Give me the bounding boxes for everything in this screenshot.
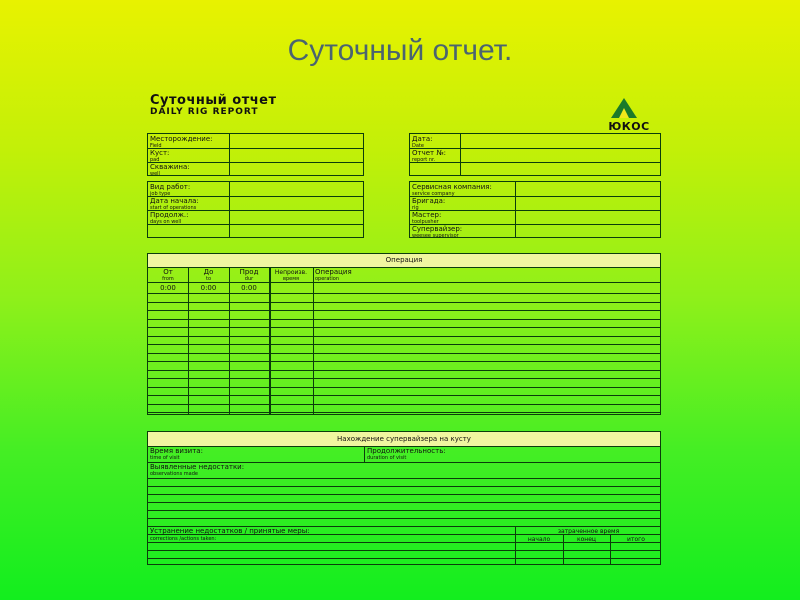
field-info-block: Месторождение: Field Куст: pad Скважина: well xyxy=(147,133,364,176)
table-row-line xyxy=(148,319,660,320)
field-label: Месторождение: xyxy=(150,135,213,143)
table-row-line xyxy=(148,344,660,345)
slide-title: Суточный отчет. xyxy=(287,34,513,67)
table-row-line xyxy=(148,558,660,559)
supervisor-table: Нахождение супервайзера на кусту Время визита: time of visit Продолжительность: duration of visit Выявленные недостатки: observations made Устранение недостатков / принятые меры: corrections /actions taken: затраченное время начало конец итого xyxy=(147,431,661,565)
row1-to: 0:00 xyxy=(200,284,217,292)
col-duration: Прод xyxy=(239,268,259,276)
col-from: От xyxy=(163,268,173,276)
table-row-line xyxy=(148,370,660,371)
col-nonproductive: Непроизв. xyxy=(274,269,308,276)
table-row-line xyxy=(148,550,660,551)
time-start: начало xyxy=(527,536,551,543)
table-row-line xyxy=(148,302,660,303)
job-type-label: Вид работ: xyxy=(150,183,191,191)
time-total: итого xyxy=(627,536,645,543)
form-subtitle: DAILY RIG REPORT xyxy=(150,107,259,117)
service-info-block: Сервисная компания: service company Бригада: rig Мастер: toolpusher Супервайзер: weesee supervisor xyxy=(409,181,661,238)
date-info-block: Дата: Date Отчет №: report nr. xyxy=(409,133,661,176)
table-row-line xyxy=(148,518,660,519)
yukos-logo-icon xyxy=(597,94,661,122)
form-title: Суточный отчет xyxy=(150,93,277,108)
time-end: конец xyxy=(577,536,596,543)
table-row-line xyxy=(148,404,660,405)
table-row-line xyxy=(148,336,660,337)
table-row-line xyxy=(148,412,660,413)
logo-text: ЮКОС xyxy=(608,120,650,133)
operations-table: Операция От from До to Прод dur Непроизв. время Операция operation 0:00 0:00 0:00 xyxy=(147,253,661,415)
operations-header: Операция xyxy=(148,254,660,268)
report-nr-label: Отчет №: xyxy=(412,149,446,157)
table-row-line xyxy=(148,510,660,511)
visit-time-label: Время визита: xyxy=(150,447,203,455)
corrections-label: Устранение недостатков / принятые меры: xyxy=(150,527,310,535)
table-row-line xyxy=(148,293,660,294)
toolpusher-label: Мастер: xyxy=(412,211,442,219)
table-row-line xyxy=(148,378,660,379)
rig-label: Бригада: xyxy=(412,197,446,205)
table-row-line xyxy=(148,353,660,354)
row1-duration: 0:00 xyxy=(241,284,257,292)
table-row-line xyxy=(148,395,660,396)
supervisor-header: Нахождение супервайзера на кусту xyxy=(148,432,660,447)
yukos-logo xyxy=(597,94,661,134)
service-company-label: Сервисная компания: xyxy=(412,183,492,191)
job-info-block: Вид работ: job type Дата начала: start of operations Продолж.: days on well xyxy=(147,181,364,238)
date-label: Дата: xyxy=(412,135,433,143)
corrections-en: corrections /actions taken: xyxy=(150,536,217,542)
table-row-line xyxy=(148,478,660,479)
time-spent-header: затраченное время xyxy=(557,528,620,535)
duration-label: Продолж.: xyxy=(150,211,189,219)
table-row-line xyxy=(148,387,660,388)
table-row-line xyxy=(148,327,660,328)
start-date-label: Дата начала: xyxy=(150,197,199,205)
table-row-line xyxy=(148,486,660,487)
supervisor-label: Супервайзер: xyxy=(412,225,463,233)
observations-label: Выявленные недостатки: xyxy=(150,463,245,471)
table-row-line xyxy=(148,494,660,495)
table-row-line xyxy=(148,310,660,311)
row1-from: 0:00 xyxy=(160,284,176,292)
col-to: До xyxy=(203,268,214,276)
col-operation: Операция xyxy=(315,268,352,276)
well-label: Скважина: xyxy=(150,163,190,171)
table-row-line xyxy=(148,361,660,362)
table-row-line xyxy=(148,502,660,503)
pad-label: Куст: xyxy=(150,149,170,157)
visit-duration-label: Продолжительность: xyxy=(367,447,446,455)
